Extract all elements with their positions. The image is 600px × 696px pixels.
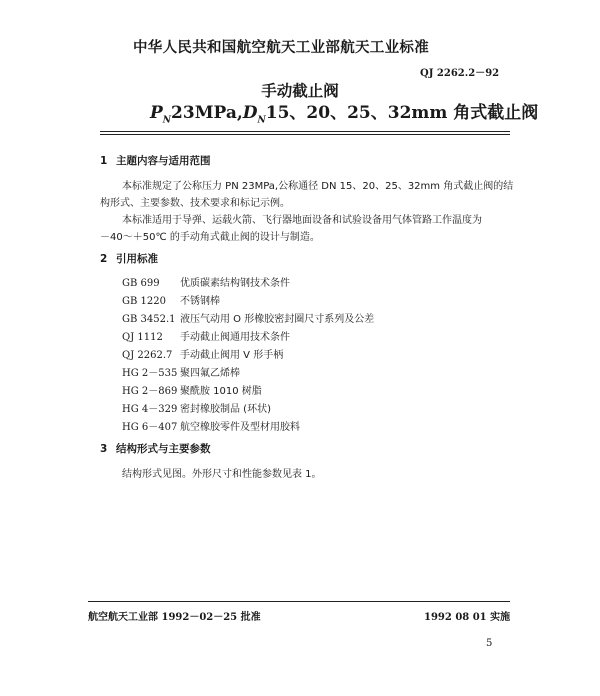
- reference-item: [122, 346, 283, 361]
- footer-rule: [88, 601, 510, 602]
- section-title: 结构形式与主要参数: [116, 443, 211, 455]
- reference-item: [122, 310, 374, 325]
- issuing-authority: 中华人民共和国航空航天工业部航天工业标准: [133, 40, 429, 56]
- reference-code: HG 2－535: [122, 368, 178, 379]
- reference-code: HG 4－329: [122, 404, 178, 415]
- reference-name: 手动截止阀通用技术条件: [180, 332, 290, 343]
- reference-name: 聚酰胺 1010 树脂: [180, 386, 262, 397]
- section-1-paragraph-line-2: 构形式、主要参数、技术要求和标记示例。: [100, 198, 290, 209]
- section-number: 2: [100, 253, 108, 265]
- reference-name: 优质碳素结构钢技术条件: [180, 278, 290, 289]
- title-suffix: 角式截止阀: [453, 103, 539, 123]
- reference-name: 航空橡胶零件及型材用胶料: [180, 422, 300, 433]
- reference-item: [122, 382, 262, 397]
- pressure-value: 23MPa,: [171, 103, 243, 123]
- reference-code: QJ 2262.7: [122, 350, 173, 361]
- standard-number: QJ 2262.2－92: [420, 68, 500, 79]
- section-number: 1: [100, 155, 108, 167]
- reference-code: HG 2－869: [122, 386, 178, 397]
- section-number: 3: [100, 443, 108, 455]
- section-1-paragraph-line-1: 本标准规定了公称压力 PN 23MPa,公称通径 DN 15、20、25、32mm 角式截止阀的结: [122, 181, 514, 192]
- reference-item: [122, 274, 290, 289]
- section-1-heading: [100, 153, 211, 168]
- reference-name: 聚四氟乙烯棒: [180, 368, 240, 379]
- document-title: 手动截止阀: [261, 82, 339, 100]
- reference-code: GB 3452.1: [122, 314, 176, 325]
- reference-name: 手动截止阀用 V 形手柄: [180, 350, 284, 361]
- document-subtitle: [150, 98, 538, 125]
- reference-code: HG 6－407: [122, 422, 178, 433]
- approval-date: 航空航天工业部 1992－02－25 批准: [88, 612, 261, 623]
- reference-name: 不锈钢棒: [180, 296, 220, 307]
- reference-code: GB 699: [122, 278, 160, 289]
- pressure-subscript: N: [162, 115, 172, 126]
- effective-date: 1992 08 01 实施: [424, 612, 511, 623]
- title-rule-thick: [100, 131, 510, 132]
- reference-name: 液压气动用 O 形橡胶密封圈尺寸系列及公差: [180, 314, 375, 325]
- section-3-heading: [100, 441, 211, 456]
- reference-item: [122, 400, 271, 415]
- section-title: 主题内容与适用范围: [116, 155, 211, 167]
- section-1-paragraph-line-4: －40～＋50℃ 的手动角式截止阀的设计与制造。: [100, 232, 320, 243]
- reference-item: [122, 328, 290, 343]
- title-rule-thin: [100, 134, 510, 135]
- section-title: 引用标准: [116, 253, 158, 265]
- section-3-paragraph: 结构形式见图。外形尺寸和性能参数见表 1。: [122, 469, 322, 480]
- reference-item: [122, 418, 300, 433]
- pressure-symbol: P: [150, 103, 163, 123]
- reference-code: QJ 1112: [122, 332, 163, 343]
- reference-code: GB 1220: [122, 296, 166, 307]
- diameter-symbol: D: [242, 103, 258, 123]
- reference-item: [122, 292, 220, 307]
- diameter-sizes: 15、20、25、32mm: [265, 103, 448, 123]
- page-number: 5: [486, 638, 493, 649]
- diameter-subscript: N: [257, 115, 266, 126]
- section-1-paragraph-line-3: 本标准适用于导弹、运载火箭、飞行器地面设备和试验设备用气体管路工作温度为: [122, 215, 482, 226]
- section-2-heading: [100, 251, 158, 266]
- reference-name: 密封橡胶制品 (环状): [180, 404, 271, 415]
- reference-item: [122, 364, 240, 379]
